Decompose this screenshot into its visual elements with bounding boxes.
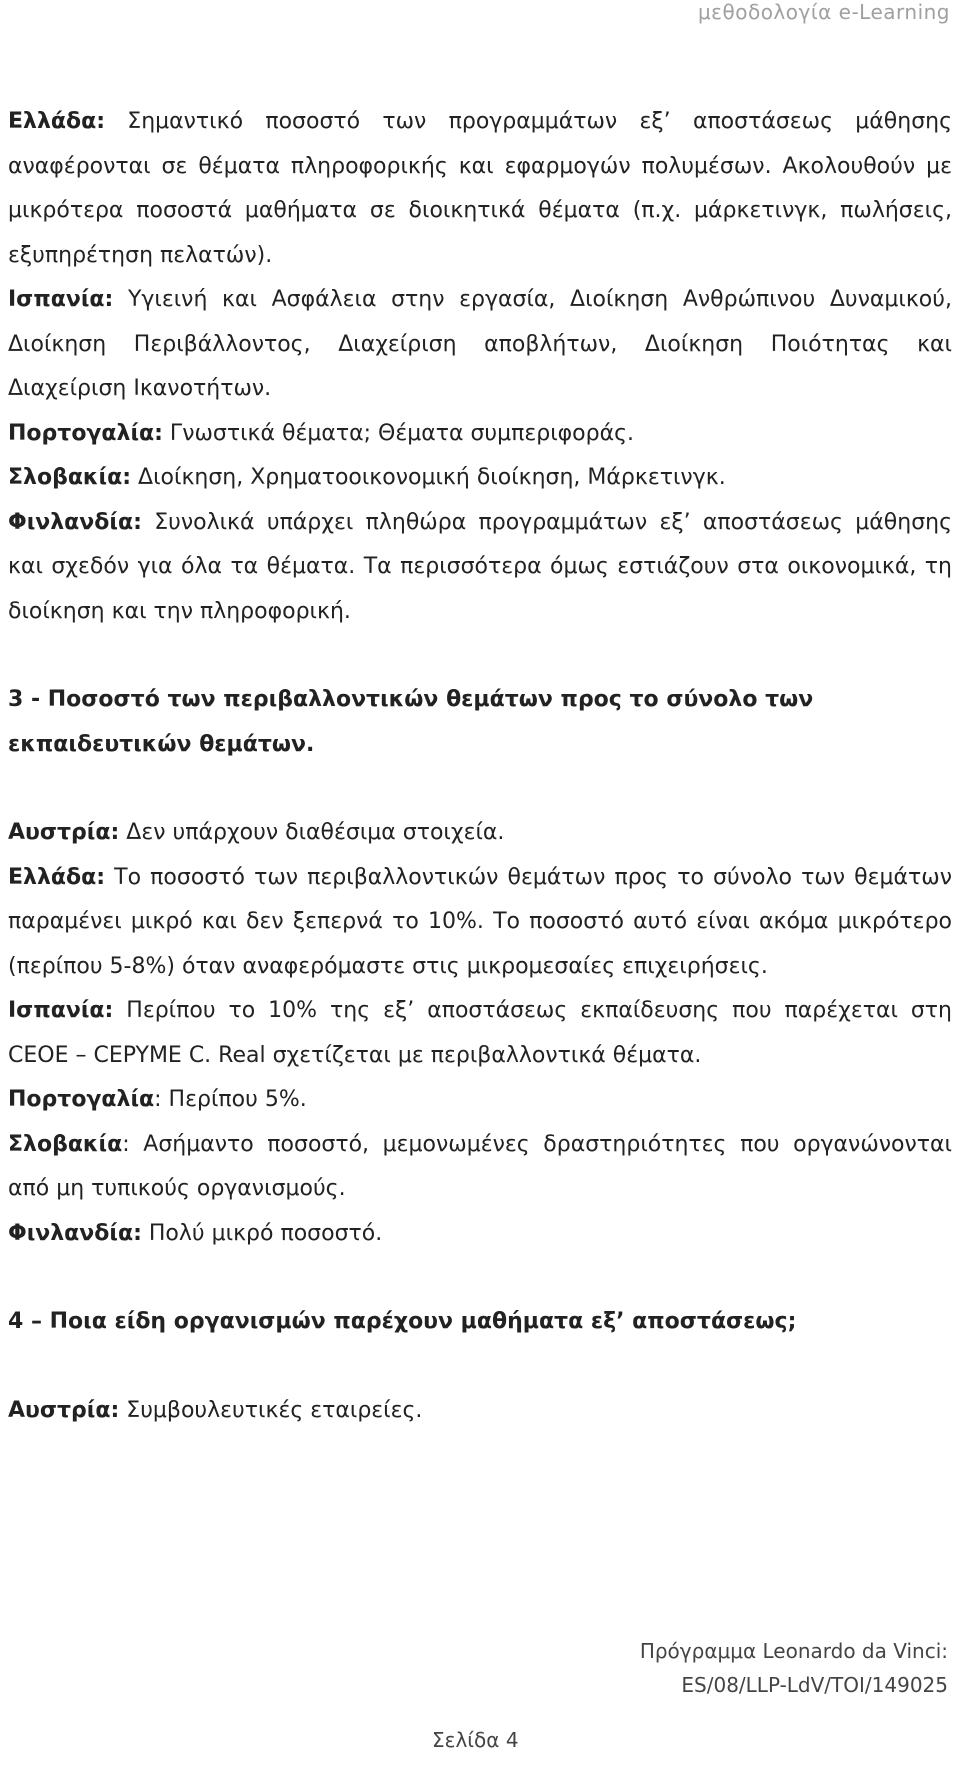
- country-label: Φινλανδία:: [8, 1220, 142, 1246]
- paragraph-text: Υγιεινή και Ασφάλεια στην εργασία, Διοίκηση Ανθρώπινου Δυναμικού, Διοίκηση Περιβάλλοντος, Διαχείριση αποβλήτων, Διοίκηση Ποιότητας και Διαχείριση Ικανοτήτων.: [8, 287, 952, 401]
- paragraph-text: Συνολικά υπάρχει πληθώρα προγραμμάτων εξ’ αποστάσεως μάθησης και σχεδόν για όλα τα θέματα. Τα περισσότερα όμως εστιάζουν στα οικονομικά, τη διοίκηση και την πληροφορική.: [8, 509, 952, 624]
- paragraph-finland-percent: [8, 1212, 952, 1257]
- paragraph-spain-topics: [8, 278, 952, 412]
- paragraph-text: Το ποσοστό των περιβαλλοντικών θεμάτων προς το σύνολο των θεμάτων παραμένει μικρό και δεν ξεπερνά το 10%. Το ποσοστό αυτό είναι ακόμα μικρότερο (περίπου 5-8%) όταν αναφερόμαστε στις μικρομεσαίες επιχειρήσεις.: [8, 864, 952, 979]
- paragraph-slovakia-topics: [8, 456, 952, 501]
- paragraph-greece-topics: [8, 100, 952, 278]
- paragraph-text: Συμβουλευτικές εταιρείες.: [119, 1397, 423, 1423]
- section-4-heading: [8, 1300, 952, 1345]
- paragraph-text: : Ασήμαντο ποσοστό, μεμονωμένες δραστηριότητες που οργανώνονται από μη τυπικούς οργανισμούς.: [8, 1131, 952, 1201]
- country-label: Πορτογαλία: [8, 1087, 155, 1112]
- paragraph-text: Περίπου το 10% της εξ’ αποστάσεως εκπαίδευσης που παρέχεται στη CEOE – CEPYME C. Real σχετίζεται με περιβαλλοντικά θέματα.: [8, 998, 952, 1068]
- paragraph-text: Δεν υπάρχουν διαθέσιμα στοιχεία.: [119, 820, 505, 845]
- country-label: Ισπανία:: [8, 287, 114, 312]
- paragraph-slovakia-percent: [8, 1123, 952, 1212]
- paragraph-portugal-topics: [8, 412, 952, 457]
- country-label: Σλοβακία: [8, 1131, 123, 1157]
- country-label: Ελλάδα:: [8, 864, 106, 890]
- paragraph-portugal-percent: [8, 1078, 952, 1123]
- country-label: Φινλανδία:: [8, 509, 142, 535]
- document-body: [8, 100, 952, 1433]
- paragraph-austria-providers: [8, 1389, 952, 1434]
- country-label: Ελλάδα:: [8, 109, 106, 134]
- country-label: Αυστρία:: [8, 1397, 120, 1423]
- paragraph-text: Διοίκηση, Χρηματοοικονομική διοίκηση, Μάρκετινγκ.: [131, 465, 726, 490]
- footer-program: [640, 1634, 948, 1702]
- country-label: Ισπανία:: [8, 998, 114, 1023]
- country-label: Σλοβακία:: [8, 465, 132, 490]
- spacer: [8, 634, 952, 678]
- program-name: Πρόγραμμα Leonardo da Vinci:: [639, 1639, 948, 1663]
- page-header: μεθοδολογία e-Learning: [697, 0, 950, 24]
- program-code: ES/08/LLP-LdV/TOI/149025: [681, 1673, 948, 1697]
- country-label: Πορτογαλία:: [8, 420, 163, 446]
- section-3-heading: 3 - Ποσοστό των περιβαλλοντικών θεμάτων προς το σύνολο των εκπαιδευτικών θεμάτων.: [8, 687, 814, 757]
- paragraph-greece-percent: [8, 856, 952, 990]
- spacer: [8, 767, 952, 811]
- paragraph-text: : Περίπου 5%.: [154, 1087, 307, 1112]
- paragraph-austria-percent: [8, 811, 952, 856]
- paragraph-finland-topics: [8, 501, 952, 635]
- page-number: Σελίδα 4: [432, 1728, 519, 1752]
- spacer: [8, 1256, 952, 1300]
- section-number: 4 –: [8, 1309, 42, 1334]
- spacer: [8, 1345, 952, 1389]
- paragraph-spain-percent: [8, 989, 952, 1078]
- country-label: Αυστρία:: [8, 820, 120, 845]
- paragraph-text: Πολύ μικρό ποσοστό.: [141, 1220, 383, 1246]
- section-title: Ποια είδη οργανισμών παρέχουν μαθήματα εξ’ αποστάσεως;: [41, 1309, 797, 1334]
- paragraph-text: Γνωστικά θέματα; Θέματα συμπεριφοράς.: [162, 420, 635, 446]
- paragraph-text: Σημαντικό ποσοστό των προγραμμάτων εξ’ αποστάσεως μάθησης αναφέρονται σε θέματα πληροφορικής και εφαρμογών πολυμέσων. Ακολουθούν με μικρότερα ποσοστά μαθήματα σε διοικητικά θέματα (π.χ. μάρκετινγκ, πωλήσεις, εξυπηρέτηση πελατών).: [8, 109, 952, 268]
